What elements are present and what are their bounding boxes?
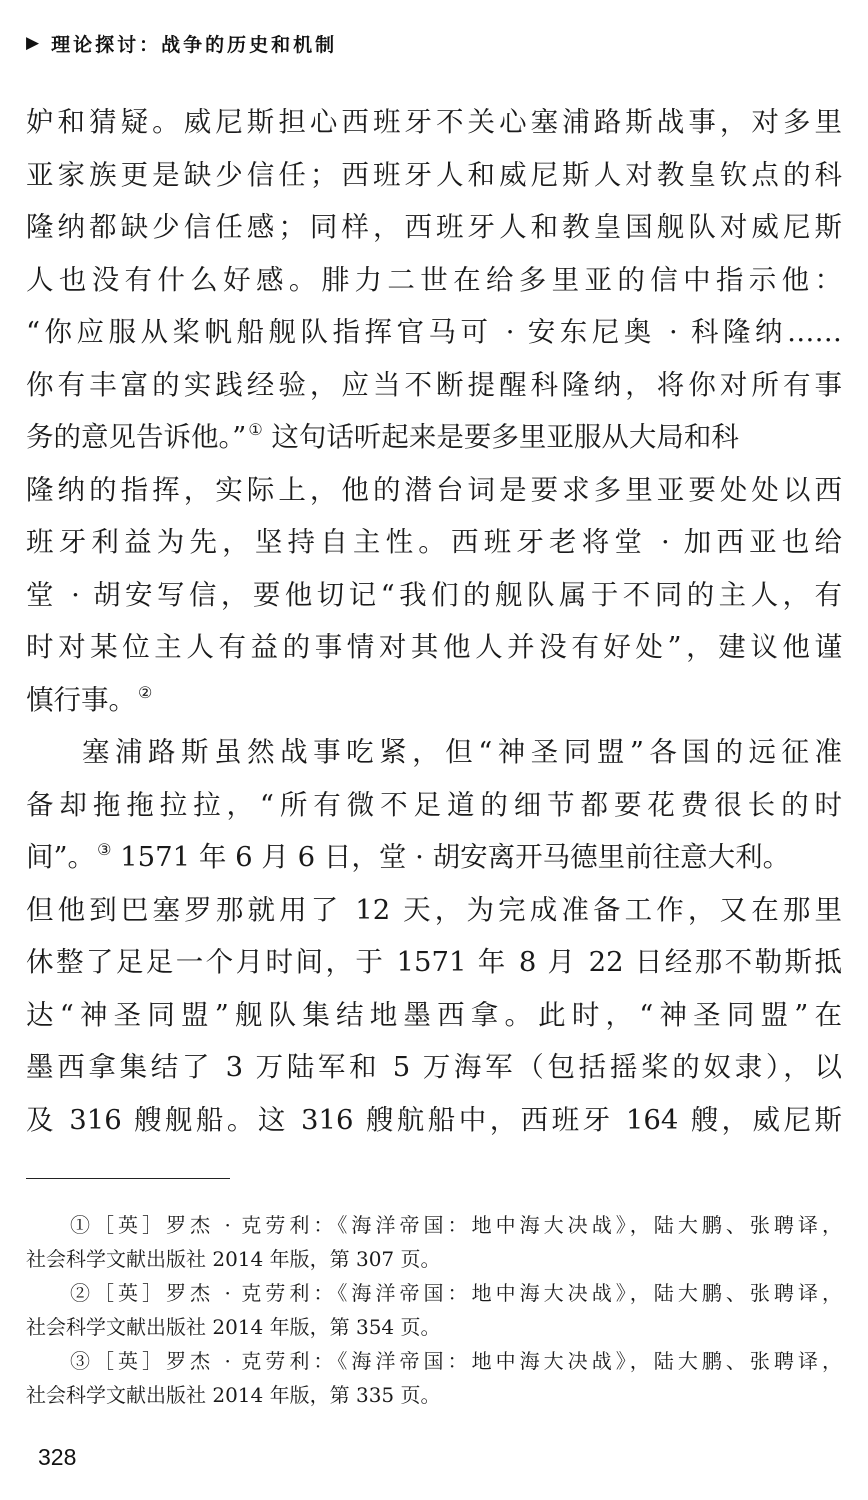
footnote-2-line-2: 社会科学文献出版社 2014 年版，第 354 页。	[26, 1315, 441, 1339]
footnotes	[26, 1208, 842, 1412]
text-segment: 间”。	[26, 841, 96, 873]
text-line: 达“神圣同盟”舰队集结地墨西拿。此时，“神圣同盟”在	[26, 998, 842, 1031]
text-segment: 1571 年 6 月 6 日，堂 · 胡安离开马德里前往意大利。	[120, 841, 791, 873]
text-line: 亚家族更是缺少信任；西班牙人和威尼斯人对教皇钦点的科	[26, 158, 842, 191]
text-line	[26, 674, 842, 727]
text-line: 隆纳都缺少信任感；同样，西班牙人和教皇国舰队对威尼斯	[26, 211, 842, 243]
header-triangle-icon: ▶	[26, 33, 40, 53]
footnote-ref-1: ①	[248, 420, 263, 439]
text-line: 但他到巴塞罗那就用了 12 天，为完成准备工作，又在那里	[26, 893, 842, 926]
footnote-2-line-1: ②［英］罗杰 · 克劳利：《海洋帝国：地中海大决战》，陆大鹏、张聘译，	[70, 1281, 842, 1305]
text-line: 墨西拿集结了 3 万陆军和 5 万海军（包括摇桨的奴隶），以	[26, 1051, 842, 1083]
text-line: 时对某位主人有益的事情对其他人并没有好处”，建议他谨	[26, 631, 842, 663]
footnote-ref-3: ③	[97, 840, 112, 859]
text-line: 隆纳的指挥，实际上，他的潜台词是要求多里亚要处处以西	[26, 473, 842, 506]
body-text	[26, 96, 842, 1146]
text-line: 人也没有什么好感。腓力二世在给多里亚的信中指示他：	[26, 263, 842, 296]
footnote-1-line-1: ①［英］罗杰 · 克劳利：《海洋帝国：地中海大决战》，陆大鹏、张聘译，	[70, 1213, 842, 1237]
header-title: 理论探讨：战争的历史和机制	[51, 33, 338, 56]
text-line: 备却拖拖拉拉，“所有微不足道的细节都要花费很长的时	[26, 788, 842, 821]
footnote-3-line-1: ③［英］罗杰 · 克劳利：《海洋帝国：地中海大决战》，陆大鹏、张聘译，	[70, 1349, 842, 1373]
text-line	[26, 831, 842, 884]
text-line: 及 316 艘舰船。这 316 艘航船中，西班牙 164 艘，威尼斯	[26, 1103, 842, 1136]
text-line: 你有丰富的实践经验，应当不断提醒科隆纳，将你对所有事	[26, 368, 842, 401]
text-line: “你应服从桨帆船舰队指挥官马可 · 安东尼奥 · 科隆纳……	[26, 316, 842, 348]
text-line: 塞浦路斯虽然战事吃紧，但“神圣同盟”各国的远征准	[82, 736, 842, 768]
page-number: 328	[38, 1444, 77, 1470]
footnote-ref-2: ②	[138, 682, 153, 702]
text-line: 堂 · 胡安写信，要他切记“我们的舰队属于不同的主人，有	[26, 578, 842, 611]
text-line: 班牙利益为先，坚持自主性。西班牙老将堂 · 加西亚也给	[26, 526, 842, 558]
text-line: 休整了足足一个月时间，于 1571 年 8 月 22 日经那不勒斯抵	[26, 946, 842, 978]
text-segment: 务的意见告诉他。”	[26, 421, 247, 453]
text-segment: 慎行事。	[26, 683, 136, 716]
footnote-3-line-2: 社会科学文献出版社 2014 年版，第 335 页。	[26, 1383, 441, 1407]
text-line: 妒和猜疑。威尼斯担心西班牙不关心塞浦路斯战事，对多里	[26, 106, 842, 138]
text-line	[26, 411, 842, 464]
footnote-divider	[26, 1178, 230, 1179]
running-header	[26, 26, 337, 60]
footnote-1-line-2: 社会科学文献出版社 2014 年版，第 307 页。	[26, 1247, 441, 1271]
text-segment: 这句话听起来是要多里亚服从大局和科	[271, 421, 739, 453]
